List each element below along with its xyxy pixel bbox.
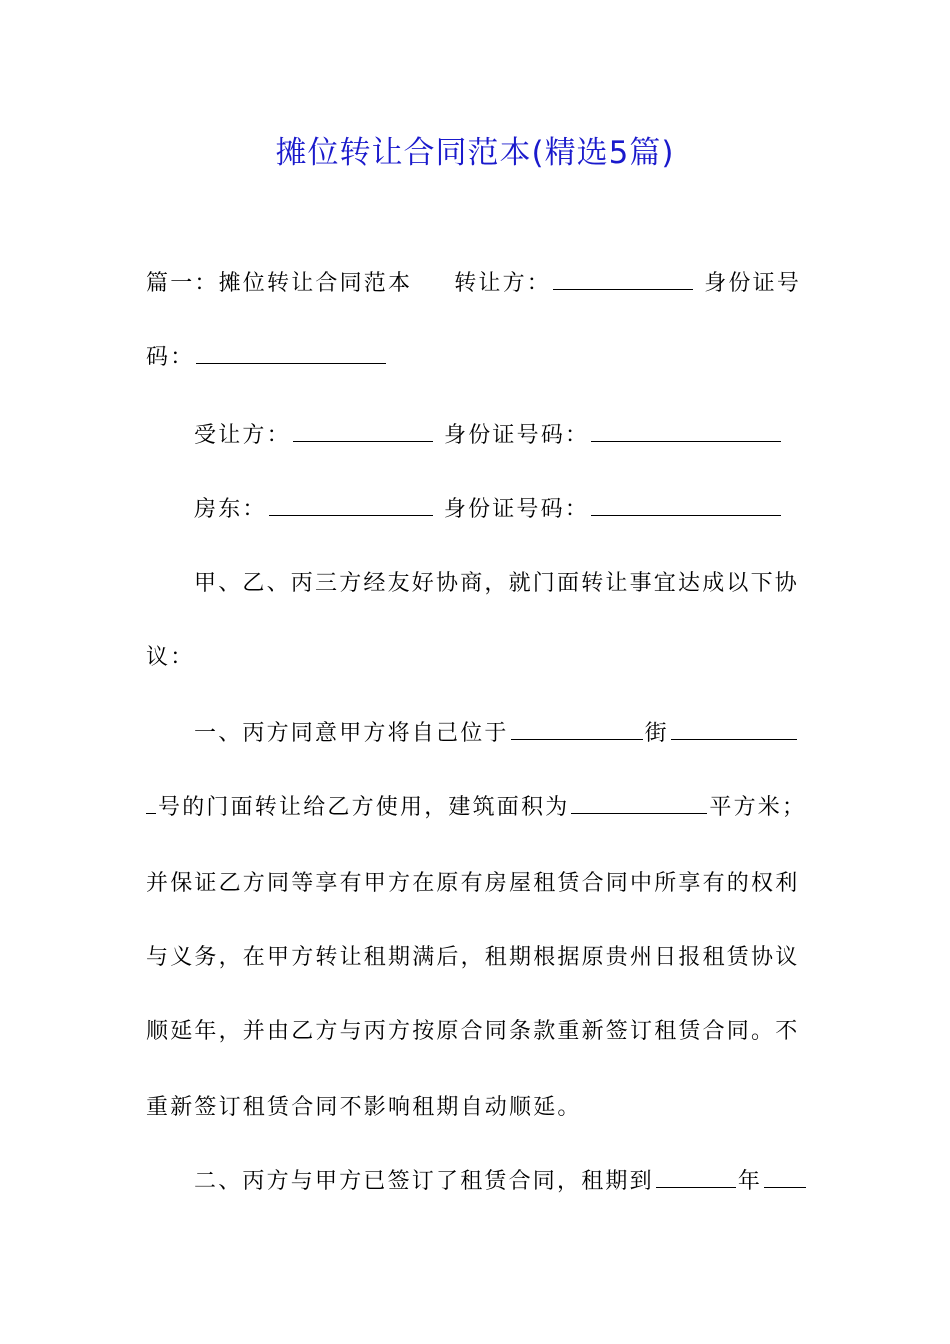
field-label-id-cont: 码： [146,345,195,370]
field-label-transferee-id: 身份证号码： [444,423,590,448]
body-text: 街 [644,721,669,746]
paragraph-line [194,564,864,604]
blank-landlord [269,493,433,516]
blank-transferee-id [591,419,781,442]
body-text: 二、丙方与甲方已签订了租赁合同，租期到 [194,1169,654,1194]
body-text: 甲、乙、丙三方经友好协商，就门面转让事宜达成以下协 [194,571,800,596]
blank-transferee [293,419,433,442]
body-text: 年 [737,1169,763,1194]
paragraph-line [194,714,864,754]
blank-number [671,717,797,740]
blank-street [511,717,643,740]
field-label-transferor: 转让方： [454,271,552,296]
body-text: 平方米； [709,795,807,820]
blank-landlord-id [591,493,781,516]
blank-number-cont [146,791,156,814]
paragraph-line [146,938,816,978]
paragraph-line [146,1012,816,1052]
paragraph-line [146,788,816,828]
paragraph-line [194,490,864,530]
paragraph-line [146,638,816,678]
body-text: 一、丙方同意甲方将自己位于 [194,721,509,746]
field-label-landlord-id: 身份证号码： [443,497,590,522]
paragraph-line [146,338,816,378]
field-label-landlord: 房东： [194,497,267,522]
field-label-transferee: 受让方： [194,423,291,448]
paragraph-line [194,416,864,456]
blank-transferor [553,267,693,290]
blank-transferor-id [196,341,386,364]
blank-month [764,1165,806,1188]
body-text: 与义务，在甲方转让租期满后，租期根据原贵州日报租赁协议 [146,945,800,970]
paragraph-line [146,1088,816,1128]
paragraph-line [194,1162,864,1202]
body-text: 顺延年，并由乙方与丙方按原合同条款重新签订租赁合同。不 [146,1019,800,1044]
body-text: 重新签订租赁合同不影响租期自动顺延。 [146,1095,582,1120]
blank-area [571,791,707,814]
body-text: 并保证乙方同等享有甲方在原有房屋租赁合同中所享有的权利 [146,871,800,896]
paragraph-line [146,864,816,904]
paragraph-line [146,264,816,304]
body-text: 议： [146,645,195,670]
document-title: 摊位转让合同范本(精选5篇) [275,135,675,171]
body-text: 号的门面转让给乙方使用，建筑面积为 [158,795,570,820]
blank-year [656,1165,736,1188]
section-heading: 篇一：摊位转让合同范本 [146,271,413,296]
field-label-id: 身份证号 [704,271,802,296]
